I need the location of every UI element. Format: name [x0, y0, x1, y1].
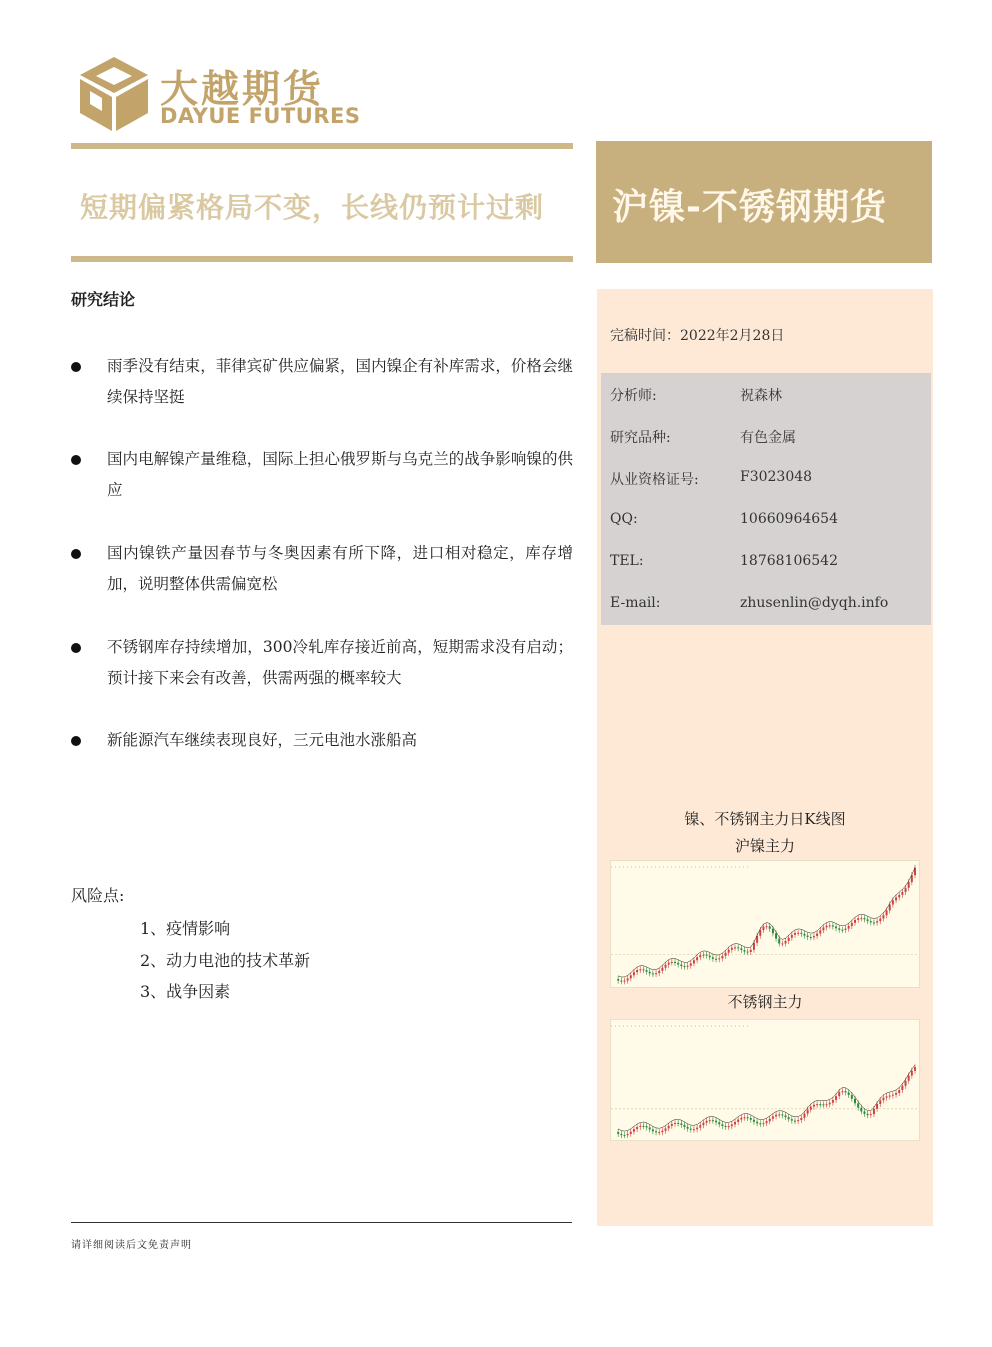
risk-item: 2、动力电池的技术革新 [140, 951, 311, 970]
candle-body [841, 1091, 843, 1092]
footer-rule [71, 1222, 572, 1223]
info-label: 研究品种: [610, 430, 671, 446]
candle-body [740, 948, 742, 950]
candle-body [715, 1121, 717, 1123]
info-value: 10660964654 [740, 511, 838, 527]
candle-body [693, 1129, 695, 1130]
bullet-dot-icon [71, 362, 81, 372]
candle-body [627, 1134, 629, 1135]
candle-body [898, 1090, 900, 1093]
bullet-dot-icon [71, 643, 81, 653]
candle-body [725, 953, 727, 956]
candle-body [737, 1120, 739, 1122]
candle-body [822, 1104, 824, 1105]
candle-body [747, 952, 749, 953]
disclaimer-note: 请详细阅读后文免责声明 [71, 1240, 192, 1251]
candle-body [816, 1104, 818, 1105]
candle-body [627, 978, 629, 980]
candle-body [699, 955, 701, 957]
candle-body [630, 975, 632, 978]
candle-body [819, 930, 821, 933]
candle-body [646, 970, 648, 972]
candle-body [687, 966, 689, 967]
candle-body [743, 1117, 745, 1118]
candle-body [857, 918, 859, 920]
candle-body [819, 1104, 821, 1105]
candle-body [649, 1127, 651, 1129]
candle-body [775, 933, 777, 938]
candle-body [838, 928, 840, 929]
candle-body [702, 955, 704, 956]
candle-body [781, 943, 783, 944]
candle-body [772, 1116, 774, 1118]
bullet-text: 新能源汽车继续表现良好，三元电池水涨船高 [107, 731, 418, 749]
candle-body [788, 1117, 790, 1119]
candle-body [671, 962, 673, 963]
candle-body [914, 1067, 916, 1071]
candle-body [841, 930, 843, 931]
headline-top-rule [71, 143, 573, 149]
bullet-text: 国内电解镍产量维稳，国际上担心俄罗斯与乌克兰的战争影响镍的供应 [107, 450, 573, 499]
candle-body [813, 1105, 815, 1107]
candle-body [702, 1123, 704, 1125]
candle-body [674, 962, 676, 963]
candle-body [803, 1114, 805, 1118]
candle-body [696, 1128, 698, 1130]
candle-body [734, 947, 736, 948]
candle-body [908, 882, 910, 888]
info-label: 分析师: [610, 388, 657, 404]
candle-body [860, 1108, 862, 1112]
candle-body [759, 1123, 761, 1124]
candle-body [911, 1071, 913, 1076]
risk-title: 风险点: [71, 886, 125, 905]
candle-body [712, 957, 714, 959]
candle-body [636, 970, 638, 972]
risk-item: 1、疫情影响 [140, 919, 231, 938]
candle-body [633, 972, 635, 975]
candle-body [775, 1115, 777, 1117]
candle-body [655, 1131, 657, 1132]
candle-body [743, 950, 745, 952]
candle-body [797, 1120, 799, 1121]
candle-body [791, 935, 793, 938]
candle-body [740, 1118, 742, 1120]
candle-body [794, 1121, 796, 1122]
candle-body [642, 1126, 644, 1127]
candle-body [658, 971, 660, 973]
bullet-text: 不锈钢库存持续增加，300冷轧库存接近前高，短期需求没有启动；预计接下来会有改善，供需两强的概率较大 [107, 638, 573, 687]
candle-body [677, 963, 679, 965]
candle-body [873, 922, 875, 923]
candle-body [769, 926, 771, 929]
candle-body [845, 929, 847, 930]
candle-body [832, 925, 834, 926]
candle-body [753, 943, 755, 950]
candle-body [721, 956, 723, 958]
charts-title: 镍、不锈钢主力日K线图 [684, 810, 846, 828]
chart2-title: 不锈钢主力 [727, 993, 803, 1011]
candle-body [816, 933, 818, 936]
candle-body [709, 1120, 711, 1121]
candle-body [813, 936, 815, 937]
info-value: 有色金属 [740, 430, 796, 446]
candle-body [623, 1135, 625, 1136]
logo-chinese: 大越期货 [160, 67, 325, 111]
candle-body [683, 1125, 685, 1127]
stainless-kline-chart [610, 1019, 920, 1141]
candle-body [791, 1119, 793, 1120]
candle-body [797, 933, 799, 934]
candle-body [867, 1114, 869, 1115]
candle-body [620, 981, 622, 982]
candle-body [750, 1118, 752, 1120]
candle-body [668, 963, 670, 965]
info-label: 从业资格证号: [610, 472, 699, 488]
candle-body [677, 1123, 679, 1124]
candle-body [665, 1128, 667, 1130]
candle-body [721, 1124, 723, 1126]
candle-body [715, 959, 717, 960]
candle-body [778, 1114, 780, 1115]
bullet-dot-icon [71, 549, 81, 559]
candle-body [706, 955, 708, 956]
info-value: zhusenlin@dyqh.info [740, 595, 889, 611]
candle-body [753, 1120, 755, 1122]
conclusion-title: 研究结论 [71, 290, 136, 309]
candle-body [693, 960, 695, 963]
candle-body [851, 923, 853, 926]
report-title: 沪镍-不锈钢期货 [612, 187, 887, 228]
candle-body [769, 1119, 771, 1122]
candle-body [870, 1114, 872, 1115]
candle-body [886, 1096, 888, 1097]
candle-body [620, 1134, 622, 1135]
candle-body [639, 969, 641, 970]
candle-body [867, 919, 869, 921]
info-label: QQ: [610, 511, 638, 527]
candle-body [661, 1131, 663, 1132]
nickel-kline-chart [610, 860, 920, 988]
candle-body [863, 1111, 865, 1114]
candle-body [652, 1129, 654, 1131]
candle-body [731, 1124, 733, 1126]
candle-body [905, 888, 907, 892]
candle-body [870, 921, 872, 922]
candle-body [633, 1129, 635, 1132]
candle-body [756, 1122, 758, 1124]
candle-body [854, 1099, 856, 1103]
candle-body [623, 981, 625, 982]
candle-body [882, 1098, 884, 1100]
candle-body [822, 927, 824, 930]
candle-body [699, 1125, 701, 1127]
candle-body [668, 1126, 670, 1129]
candle-body [617, 1132, 619, 1134]
candle-body [901, 1086, 903, 1090]
candle-body [762, 927, 764, 930]
candle-body [718, 1122, 720, 1124]
logo-english: DAYUE FUTURES [160, 104, 361, 128]
headline-bottom-rule [71, 256, 573, 262]
candle-body [630, 1132, 632, 1134]
info-value: 祝森林 [740, 388, 782, 404]
candle-body [895, 1093, 897, 1095]
candle-body [835, 1096, 837, 1100]
candle-body [680, 1123, 682, 1124]
candle-body [734, 1122, 736, 1124]
candle-body [810, 937, 812, 938]
candle-body [845, 1091, 847, 1092]
candle-body [835, 927, 837, 929]
candle-body [800, 933, 802, 934]
candle-body [718, 958, 720, 959]
candle-body [800, 1118, 802, 1120]
bullet-text: 雨季没有结束，菲律宾矿供应偏紧，国内镍企有补库需求，价格会继续保持坚挺 [107, 357, 573, 406]
candle-body [778, 939, 780, 944]
bullet-dot-icon [71, 455, 81, 465]
candle-body [639, 1126, 641, 1127]
candle-body [863, 918, 865, 919]
candle-body [766, 926, 768, 927]
candle-body [832, 1100, 834, 1103]
candle-body [826, 926, 828, 928]
bullet-dot-icon [71, 736, 81, 746]
chart1-title: 沪镍主力 [734, 837, 795, 855]
logo-cube-icon [78, 55, 150, 133]
candle-body [810, 1107, 812, 1110]
candle-body [848, 926, 850, 929]
candle-body [807, 1110, 809, 1114]
candle-body [636, 1127, 638, 1129]
candle-body [680, 965, 682, 967]
candle-body [762, 1123, 764, 1124]
candle-body [895, 897, 897, 900]
candle-body [709, 956, 711, 958]
candle-body [665, 965, 667, 968]
candle-body [829, 925, 831, 926]
candle-body [908, 1076, 910, 1081]
candle-body [857, 1103, 859, 1107]
candle-body [728, 1126, 730, 1127]
candle-body [683, 966, 685, 967]
analyst-info-box [601, 373, 931, 625]
candle-body [905, 1081, 907, 1086]
risk-item: 3、战争因素 [140, 982, 231, 1001]
candle-body [829, 1103, 831, 1105]
candle-body [750, 950, 752, 952]
candle-body [690, 1129, 692, 1130]
candle-body [873, 1109, 875, 1114]
candle-body [788, 938, 790, 941]
candle-body [696, 957, 698, 960]
candle-body [658, 1132, 660, 1133]
candle-body [646, 1126, 648, 1127]
candle-body [687, 1127, 689, 1129]
candle-body [889, 905, 891, 911]
candle-body [617, 979, 619, 981]
candle-body [661, 968, 663, 971]
candle-body [731, 948, 733, 950]
candle-body [706, 1121, 708, 1123]
candle-body [674, 1123, 676, 1124]
candle-body [892, 1095, 894, 1096]
candle-body [889, 1096, 891, 1097]
candle-body [838, 1092, 840, 1096]
candle-body [652, 973, 654, 974]
candle-body [712, 1120, 714, 1121]
candle-body [649, 972, 651, 974]
candle-body [860, 918, 862, 919]
candle-body [901, 892, 903, 895]
candle-body [728, 950, 730, 953]
candle-body [794, 933, 796, 935]
candle-body [785, 1115, 787, 1117]
candle-body [725, 1126, 727, 1127]
candle-body [882, 915, 884, 918]
candle-body [854, 920, 856, 923]
candle-body [851, 1095, 853, 1099]
candle-body [737, 947, 739, 948]
candle-body [785, 941, 787, 944]
candle-body [879, 1100, 881, 1104]
candle-body [876, 921, 878, 922]
info-label: TEL: [610, 553, 644, 569]
headline: 短期偏紧格局不变，长线仍预计过剩 [80, 191, 545, 224]
candle-body [803, 934, 805, 936]
candle-body [879, 918, 881, 921]
candle-body [690, 963, 692, 965]
candle-body [886, 910, 888, 915]
info-label: E-mail: [610, 595, 661, 611]
candle-body [642, 969, 644, 970]
candle-body [848, 1092, 850, 1095]
candle-body [892, 900, 894, 904]
candle-body [655, 973, 657, 974]
report-title-block [596, 141, 932, 263]
candle-body [671, 1124, 673, 1126]
bullet-text: 国内镍铁产量因春节与冬奥因素有所下降，进口相对稳定，库存增加，说明整体供需偏宽松 [107, 544, 573, 593]
candle-body [898, 895, 900, 897]
candle-body [747, 1117, 749, 1118]
candle-body [826, 1104, 828, 1105]
candle-body [766, 1121, 768, 1123]
candle-body [772, 929, 774, 934]
info-value: 18768106542 [740, 553, 838, 569]
info-value: F3023048 [740, 469, 813, 485]
completion-date: 完稿时间：2022年2月28日 [610, 328, 785, 344]
candle-body [807, 936, 809, 937]
candle-body [781, 1114, 783, 1115]
candle-body [876, 1104, 878, 1109]
